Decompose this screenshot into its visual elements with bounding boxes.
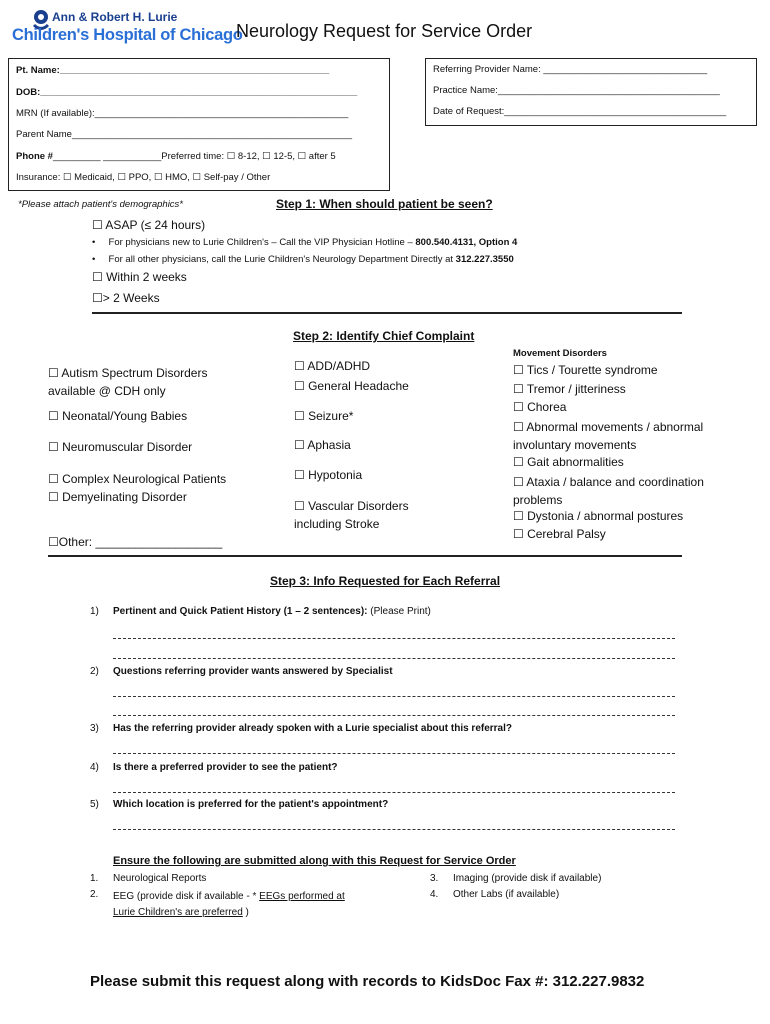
vip-hotline-text: For physicians new to Lurie Children's – Call the VIP Physician Hotline – [108, 237, 416, 248]
submit-item-4-number: 4. [430, 889, 439, 900]
q1-label: Pertinent and Quick Patient History (1 – 2 sentences): [113, 606, 368, 617]
attach-note: *Please attach patient's demographics* [18, 199, 183, 210]
demyelinating-checkbox[interactable]: ☐ Demyelinating Disorder [48, 490, 187, 504]
pt-name-field[interactable]: Pt. Name:___________________________________________________ [16, 65, 330, 76]
neuromuscular-checkbox[interactable]: ☐ Neuromuscular Disorder [48, 440, 193, 454]
q3-text: Has the referring provider already spoken with a Lurie specialist about this referral? [113, 723, 513, 734]
q1-number: 1) [90, 606, 99, 617]
asap-checkbox[interactable]: ☐ ASAP (≤ 24 hours) [92, 218, 206, 232]
vascular-checkbox[interactable]: ☐ Vascular Disorders including Stroke [294, 499, 409, 531]
submit-item-2-underlined-2: Lurie Children's are preferred [113, 907, 243, 918]
over-2-weeks-checkbox[interactable]: ☐> 2 Weeks [92, 291, 160, 305]
step3-title: Step 3: Info Requested for Each Referral [270, 574, 501, 588]
parent-name-field[interactable]: Parent Name_____________________________________________________ [16, 129, 352, 140]
phone-row [16, 151, 336, 162]
neonatal-checkbox[interactable]: ☐ Neonatal/Young Babies [48, 409, 188, 423]
divider [92, 312, 682, 314]
bullet-icon: • [92, 254, 109, 265]
hypotonia-checkbox[interactable]: ☐ Hypotonia [294, 468, 363, 482]
neuro-dept-number: 312.227.3550 [455, 254, 514, 265]
complex-neuro-checkbox[interactable]: ☐ Complex Neurological Patients [48, 472, 227, 486]
q4-number: 4) [90, 762, 99, 773]
practice-name-field[interactable]: Practice Name:__________________________________________ [433, 85, 720, 96]
q5-text: Which location is preferred for the patient's appointment? [113, 799, 389, 810]
cerebral-palsy-checkbox[interactable]: ☐ Cerebral Palsy [513, 527, 606, 541]
submit-item-3-number: 3. [430, 873, 439, 884]
page-title: Neurology Request for Service Order [236, 21, 533, 41]
q2-text: Questions referring provider wants answered by Specialist [113, 666, 393, 677]
step1-bullet1 [92, 237, 517, 248]
answer-line[interactable] [113, 792, 675, 793]
headache-checkbox[interactable]: ☐ General Headache [294, 379, 409, 393]
logo-text-line2: Children's Hospital of Chicago [12, 26, 243, 44]
submit-item-2-number: 2. [90, 889, 99, 900]
answer-line[interactable] [113, 658, 675, 659]
phone-label: Phone # [16, 151, 53, 162]
answer-line[interactable] [113, 715, 675, 716]
vip-hotline-number: 800.540.4131, Option 4 [415, 237, 518, 248]
submit-item-2-text: EEG (provide disk if available - * [113, 891, 260, 902]
logo-text-line1: Ann & Robert H. Lurie [52, 10, 178, 24]
submit-item-2 [113, 889, 403, 921]
submit-item-1-number: 1. [90, 873, 99, 884]
q4-text: Is there a preferred provider to see the patient? [113, 762, 338, 773]
within-2-weeks-checkbox[interactable]: ☐ Within 2 weeks [92, 270, 187, 284]
submit-item-4: Other Labs (if available) [453, 889, 560, 900]
step2-title: Step 2: Identify Chief Complaint [293, 329, 475, 343]
neuro-dept-text: For all other physicians, call the Lurie Children's Neurology Department Directly at [108, 254, 456, 265]
submit-item-2-underlined-1: EEGs performed at [259, 891, 345, 902]
gait-checkbox[interactable]: ☐ Gait abnormalities [513, 455, 624, 469]
autism-checkbox[interactable]: ☐ Autism Spectrum Disorders available @ CDH only [48, 366, 208, 398]
step1-title: Step 1: When should patient be seen? [276, 197, 493, 211]
tremor-checkbox[interactable]: ☐ Tremor / jitteriness [513, 382, 626, 396]
ataxia-checkbox[interactable]: ☐ Ataxia / balance and coordination problems [513, 475, 704, 507]
dystonia-checkbox[interactable]: ☐ Dystonia / abnormal postures [513, 509, 684, 523]
tics-checkbox[interactable]: ☐ Tics / Tourette syndrome [513, 363, 658, 377]
q5-number: 5) [90, 799, 99, 810]
add-adhd-checkbox[interactable]: ☐ ADD/ADHD [294, 359, 371, 373]
other-checkbox[interactable]: ☐Other: ___________________ [48, 535, 223, 549]
footer-fax-instruction: Please submit this request along with records to KidsDoc Fax #: 312.227.9832 [90, 973, 645, 990]
submit-item-1: Neurological Reports [113, 873, 207, 884]
referring-provider-field[interactable]: Referring Provider Name: _______________________________ [433, 64, 708, 75]
step1-bullet2 [92, 254, 514, 265]
bullet-icon: • [92, 237, 109, 248]
aphasia-checkbox[interactable]: ☐ Aphasia [294, 438, 351, 452]
abnormal-movements-checkbox[interactable]: ☐ Abnormal movements / abnormal involuntary movements [513, 420, 704, 452]
preferred-time[interactable]: Preferred time: ☐ 8-12, ☐ 12-5, ☐ after 5 [161, 151, 336, 162]
q1-text [113, 606, 431, 617]
date-of-request-field[interactable]: Date of Request:__________________________________________ [433, 106, 727, 117]
answer-line[interactable] [113, 638, 675, 639]
seizure-checkbox[interactable]: ☐ Seizure* [294, 409, 354, 423]
insurance-options[interactable]: Insurance: ☐ Medicaid, ☐ PPO, ☐ HMO, ☐ Self-pay / Other [16, 172, 271, 183]
submit-item-3: Imaging (provide disk if available) [453, 873, 602, 884]
q3-number: 3) [90, 723, 99, 734]
answer-line[interactable] [113, 696, 675, 697]
submit-list-title: Ensure the following are submitted along with this Request for Service Order [113, 855, 516, 867]
mrn-field[interactable]: MRN (If available):________________________________________________ [16, 108, 349, 119]
movement-disorders-heading: Movement Disorders [513, 348, 607, 359]
divider [48, 555, 682, 557]
submit-item-2-end: ) [242, 907, 249, 918]
answer-line[interactable] [113, 753, 675, 754]
phone-field[interactable]: _________ ___________ [52, 151, 162, 162]
answer-line[interactable] [113, 829, 675, 830]
chorea-checkbox[interactable]: ☐ Chorea [513, 400, 567, 414]
dob-field[interactable]: DOB:____________________________________________________________ [16, 87, 358, 98]
q1-note: (Please Print) [367, 606, 431, 617]
q2-number: 2) [90, 666, 99, 677]
